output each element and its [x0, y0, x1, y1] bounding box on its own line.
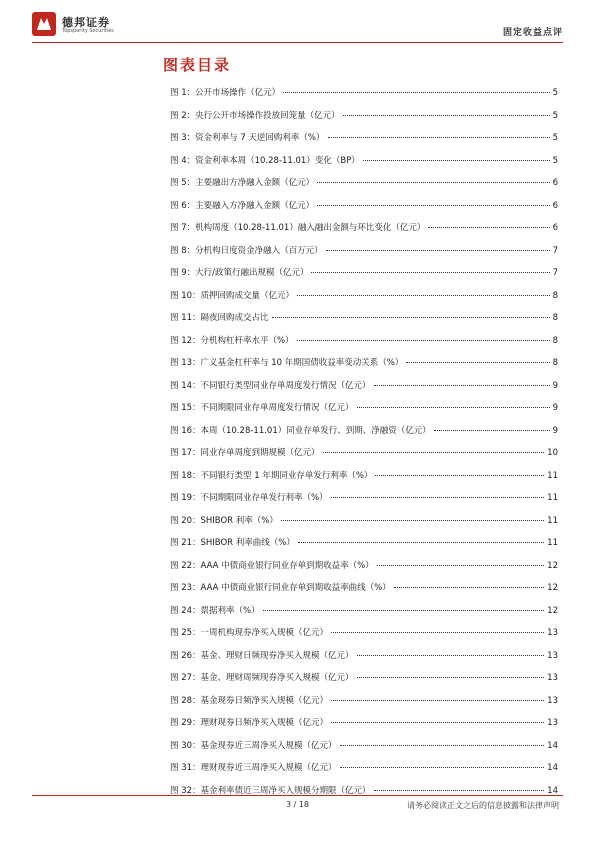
- toc-leader-dots: [340, 767, 545, 768]
- toc-item-page: 5: [552, 133, 558, 143]
- toc-leader-dots: [331, 700, 544, 701]
- toc-item[interactable]: [170, 131, 558, 154]
- toc-item[interactable]: [170, 176, 558, 199]
- toc-item-page: 12: [547, 583, 558, 593]
- toc-item-label: 图 29：理财现券日频净买入规模（亿元）: [170, 718, 329, 728]
- toc-leader-dots: [428, 227, 549, 228]
- toc-item-label: 图 30：基金现券近三周净买入规模（亿元）: [170, 740, 337, 751]
- toc-leader-dots: [311, 272, 549, 273]
- toc-leader-dots: [281, 520, 544, 521]
- toc-item-label: 图 14：不同银行类型同业存单周度发行情况（亿元）: [170, 380, 371, 391]
- toc-item[interactable]: [170, 514, 558, 537]
- toc-item-page: 11: [547, 515, 558, 526]
- toc-item-label: 图 18：不同银行类型 1 年期同业存单发行利率（%）: [170, 470, 373, 481]
- toc-item[interactable]: [170, 536, 558, 559]
- toc-item-page: 14: [547, 763, 558, 773]
- toc-item[interactable]: [170, 244, 558, 267]
- toc-list: [170, 86, 558, 806]
- toc-item-label: 图 23：AAA 中债商业银行同业存单到期收益率曲线（%）: [170, 583, 391, 593]
- toc-item[interactable]: [170, 694, 558, 717]
- toc-item[interactable]: [170, 559, 558, 582]
- toc-item-label: 图 11：隔夜回购成交占比: [170, 313, 269, 323]
- toc-item[interactable]: [170, 154, 558, 177]
- toc-item-page: 5: [552, 88, 558, 98]
- toc-item-page: 9: [552, 425, 558, 436]
- toc-item-label: 图 28：基金现券日频净买入规模（亿元）: [170, 695, 329, 706]
- brand-name-cn: 德邦证券: [62, 16, 110, 29]
- toc-leader-dots: [326, 250, 550, 251]
- report-type: 固定收益点评: [502, 28, 563, 38]
- toc-leader-dots: [343, 115, 550, 116]
- toc-leader-dots: [340, 745, 545, 746]
- toc-item-label: 图 22：AAA 中债商业银行同业存单到期收益率（%）: [170, 560, 374, 571]
- toc-leader-dots: [272, 317, 550, 318]
- toc-item-page: 8: [552, 358, 558, 368]
- toc-item-page: 14: [547, 740, 558, 751]
- toc-item[interactable]: [170, 221, 558, 244]
- toc-item-label: 图 10：质押回购成交量（亿元）: [170, 290, 295, 301]
- toc-item[interactable]: [170, 334, 558, 357]
- toc-item-label: 图 2：央行公开市场操作投放回笼量（亿元）: [170, 110, 340, 121]
- toc-leader-dots: [357, 655, 545, 656]
- toc-item[interactable]: [170, 266, 558, 289]
- toc-leader-dots: [375, 475, 544, 476]
- toc-item[interactable]: [170, 604, 558, 627]
- toc-item-page: 6: [552, 223, 558, 233]
- toc-item[interactable]: [170, 739, 558, 762]
- toc-item-label: 图 3：资金利率与 7 天逆回购利率（%）: [170, 133, 325, 143]
- toc-item-label: 图 21：SHIBOR 利率曲线（%）: [170, 538, 295, 548]
- toc-item[interactable]: [170, 311, 558, 334]
- toc-item[interactable]: [170, 356, 558, 379]
- toc-item-page: 8: [552, 313, 558, 323]
- toc-item-label: 图 19：不同期限同业存单发行利率（%）: [170, 493, 328, 503]
- toc-item[interactable]: [170, 491, 558, 514]
- toc-item-label: 图 13：广义基金杠杆率与 10 年期国债收益率变动关系（%）: [170, 358, 404, 368]
- toc-leader-dots: [374, 385, 550, 386]
- toc-leader-dots: [377, 565, 544, 566]
- toc-item-page: 9: [552, 403, 558, 413]
- toc-item-page: 13: [547, 695, 558, 706]
- toc-item-page: 12: [547, 605, 558, 616]
- toc-item-page: 13: [547, 718, 558, 728]
- toc-item[interactable]: [170, 86, 558, 109]
- footer-divider: [32, 795, 563, 796]
- toc-item-label: 图 1：公开市场操作（亿元）: [170, 88, 281, 98]
- toc-item-label: 图 31：理财现券近三周净买入规模（亿元）: [170, 763, 337, 773]
- toc-leader-dots: [394, 587, 544, 588]
- toc-item-label: 图 7：机构周度（10.28-11.01）融入融出金额与环比变化（亿元）: [170, 223, 426, 233]
- toc-item-page: 7: [552, 245, 558, 256]
- toc-item-label: 图 26：基金、理财日频现券净买入规模（亿元）: [170, 650, 354, 661]
- toc-leader-dots: [434, 430, 550, 431]
- toc-item-label: 图 5：主要融出方净融入金额（亿元）: [170, 178, 315, 188]
- toc-item[interactable]: [170, 671, 558, 694]
- toc-title: 图表目录: [163, 56, 232, 74]
- toc-item-page: 13: [547, 673, 558, 683]
- toc-leader-dots: [357, 677, 545, 678]
- disclaimer: 请务必阅读正文之后的信息披露和法律声明: [407, 801, 559, 810]
- toc-leader-dots: [331, 632, 544, 633]
- toc-item-page: 5: [552, 110, 558, 121]
- toc-item[interactable]: [170, 626, 558, 649]
- toc-item-label: 图 15：不同期限同业存单周度发行情况（亿元）: [170, 403, 354, 413]
- toc-item-label: 图 27：基金、理财周频现券净买入规模（亿元）: [170, 673, 354, 683]
- brand-logo-icon: [32, 12, 56, 36]
- toc-item[interactable]: [170, 109, 558, 132]
- toc-item-label: 图 8：分机构日度资金净融入（百万元）: [170, 245, 323, 256]
- toc-item-label: 图 4：资金利率本周（10.28-11.01）变化（BP）: [170, 155, 360, 166]
- toc-leader-dots: [406, 362, 549, 363]
- toc-item[interactable]: [170, 424, 558, 447]
- toc-item-label: 图 17：同业存单周度到期规模（亿元）: [170, 448, 320, 458]
- toc-item-page: 11: [547, 493, 558, 503]
- toc-item-page: 9: [552, 380, 558, 391]
- toc-item-label: 图 20：SHIBOR 利率（%）: [170, 515, 278, 526]
- brand-name-en: Topsperity Securities: [62, 28, 114, 34]
- toc-item-page: 13: [547, 650, 558, 661]
- toc-item-page: 5: [552, 155, 558, 166]
- toc-item[interactable]: [170, 649, 558, 672]
- toc-leader-dots: [298, 542, 544, 543]
- toc-item[interactable]: [170, 379, 558, 402]
- toc-leader-dots: [331, 497, 545, 498]
- toc-leader-dots: [357, 407, 550, 408]
- toc-leader-dots: [263, 610, 545, 611]
- toc-item-page: 13: [547, 628, 558, 638]
- header-divider: [32, 42, 563, 43]
- toc-item-page: 14: [547, 785, 558, 796]
- toc-item-label: 图 12：分机构杠杆率水平（%）: [170, 335, 294, 346]
- toc-item-page: 6: [552, 200, 558, 211]
- toc-item[interactable]: [170, 401, 558, 424]
- toc-leader-dots: [323, 452, 545, 453]
- toc-leader-dots: [297, 340, 550, 341]
- toc-leader-dots: [374, 790, 545, 791]
- toc-item[interactable]: [170, 761, 558, 784]
- toc-item-page: 7: [552, 268, 558, 278]
- toc-item-label: 图 32：基金利率债近三周净买入规模分期限（亿元）: [170, 785, 371, 796]
- toc-item-label: 图 9：大行/政策行融出规模（亿元）: [170, 268, 309, 278]
- toc-item[interactable]: [170, 446, 558, 469]
- toc-item[interactable]: [170, 581, 558, 604]
- toc-leader-dots: [283, 92, 549, 93]
- page-number: 3 / 18: [285, 800, 310, 809]
- toc-leader-dots: [317, 182, 549, 183]
- brand-logo: [32, 12, 142, 38]
- toc-item-label: 图 16：本周（10.28-11.01）同业存单发行、到期、净融资（亿元）: [170, 425, 431, 436]
- toc-leader-dots: [317, 205, 549, 206]
- toc-item-label: 图 25：一周机构现券净买入规模（亿元）: [170, 628, 329, 638]
- toc-leader-dots: [363, 160, 550, 161]
- toc-item-page: 11: [547, 538, 558, 548]
- toc-item[interactable]: [170, 199, 558, 222]
- toc-leader-dots: [331, 722, 544, 723]
- toc-item[interactable]: [170, 716, 558, 739]
- toc-item-page: 8: [552, 335, 558, 346]
- page-header: [0, 0, 595, 46]
- toc-item[interactable]: [170, 469, 558, 492]
- toc-item-page: 12: [547, 560, 558, 571]
- toc-item-label: 图 24：票据利率（%）: [170, 605, 260, 616]
- toc-item-page: 6: [552, 178, 558, 188]
- toc-leader-dots: [328, 137, 550, 138]
- toc-item-page: 10: [547, 448, 558, 458]
- toc-item-page: 11: [547, 470, 558, 481]
- toc-item[interactable]: [170, 289, 558, 312]
- toc-item-page: 8: [552, 290, 558, 301]
- toc-item-label: 图 6：主要融入方净融入金额（亿元）: [170, 200, 315, 211]
- toc-leader-dots: [297, 295, 550, 296]
